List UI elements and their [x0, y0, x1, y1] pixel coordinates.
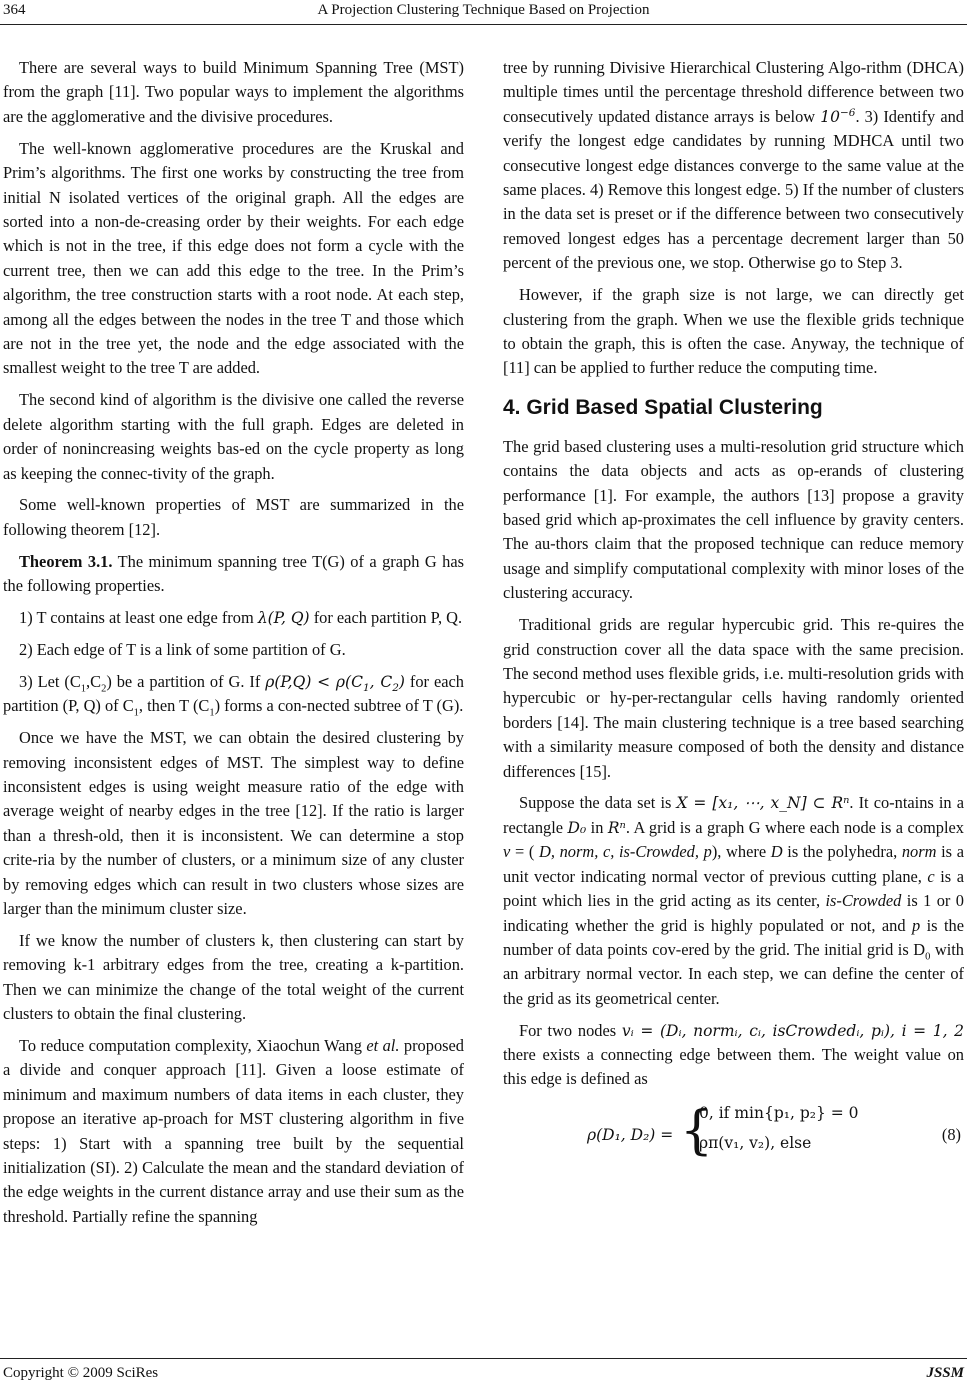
- math-part: ρ(P,Q) < ρ(C: [265, 672, 363, 691]
- subscript: 1: [362, 681, 370, 694]
- item-text: for each partition (P, Q) of C: [3, 671, 464, 716]
- subscript: 0: [925, 951, 931, 963]
- brace-icon: {: [680, 1101, 714, 1162]
- math-var: c: [927, 866, 935, 886]
- paragraph: The grid based clustering uses a multi-resolution grid structure which contains the data objects and acts as op-erands of clustering performance [1]. For example, the authors [13] propose a gravity based grid which ap-proximates the cell influence by gravity centers. The au-thors claim that the proposed technique can reduce memory usage and simplify computational complexity with minor loses of the clustering accuracy.: [503, 436, 964, 603]
- paragraph: [3, 1034, 464, 1229]
- subscript: 1: [209, 707, 215, 719]
- equation-lhs: ρ(D₁, D₂) =: [587, 1126, 674, 1145]
- paragraph-text: = (: [510, 842, 539, 862]
- theorem-item-3: [3, 670, 464, 719]
- subscript: 2: [392, 681, 399, 694]
- math-var: norm: [901, 842, 937, 862]
- paragraph: [503, 791, 964, 1011]
- paragraph-text: ), where: [711, 842, 771, 862]
- item-text: ) forms a con-nected subtree of T (G).: [214, 696, 464, 716]
- paragraph: The second kind of algorithm is the divisive one called the reverse delete algorithm starting with the full graph. Edges are deleted in order of nonincreasing weights bas-ed on the cycle property as long as keeping the connec-tivity of the graph.: [3, 390, 464, 483]
- theorem-label: Theorem 3.1.: [19, 551, 113, 571]
- right-column: [503, 56, 964, 1169]
- paragraph-text: in: [586, 817, 608, 837]
- paragraph-text: Suppose the data set is: [519, 793, 677, 813]
- paragraph: [503, 56, 964, 276]
- math-dataset: X = [x₁, ⋯, x_N] ⊂ Rⁿ: [676, 794, 850, 813]
- paragraph: Once we have the MST, we can obtain the desired clustering by removing inconsistent edges of MST. The simplest way to define inconsistent edges is using weight measure ratio of the edge with average weight of nearby edges in the tree [12]. If the ratio is larger than a thresh-old, then it is inconsistent. We can determine a stop crite-ria by the number of clusters, or a minimum size of any cluster by removing edges which can result in two clusters whose sizes are larger than the minimum cluster size.: [3, 728, 464, 918]
- theorem-item-1: [3, 606, 464, 630]
- paragraph: There are several ways to build Minimum Spanning Tree (MST) from the graph [11]. Two popular ways to implement the algorithms are the agglomerative and the divisive procedures.: [3, 58, 464, 126]
- equation-case-2: ρπ(v₁, v₂), else: [699, 1134, 812, 1153]
- paragraph-text: To reduce computation complexity, Xiaochun Wang: [19, 1036, 367, 1056]
- paragraph: However, if the graph size is not large, we can directly get clustering from the graph. When we use the flexible grids technique to obtain the graph, this is often the case. Anyway, the technique of [11] can be applied to further reduce the computing time.: [503, 285, 964, 378]
- math-var: D, norm, c, is-Crowded, p: [538, 842, 712, 862]
- math-threshold: [820, 108, 855, 126]
- math-part: , C: [369, 672, 393, 691]
- math-lambda: λ(P, Q): [257, 609, 310, 628]
- running-title: A Projection Clustering Technique Based on Projection: [317, 2, 650, 18]
- math-var: p: [911, 915, 921, 935]
- math-part: ): [398, 672, 405, 691]
- page-header: [0, 0, 967, 25]
- subscript: 1: [80, 683, 87, 695]
- paragraph-text: . 3) Identify and verify the longest edge candidates by running MDHCA until two consecutive longest edge distances converge to the same value at the same places. 4) Remove this longest edge. 5) If the number of clusters in the data set is preset or if the difference between two consecutively removed longest edges has a percentage decrement larger than 50 percent of the previous one, we stop. Otherwise go to Step 3.: [503, 106, 964, 273]
- item-text: 3) Let (C: [19, 671, 81, 691]
- et-al: et al.: [366, 1036, 400, 1056]
- journal-name: JSSM: [926, 1365, 964, 1381]
- math-var: is-Crowded: [825, 891, 902, 911]
- item-text: ,C: [86, 671, 102, 691]
- copyright: Copyright © 2009 SciRes: [3, 1365, 159, 1381]
- left-column: [3, 56, 464, 1237]
- item-text: for each partition P, Q.: [309, 608, 463, 628]
- item-text: ) be a partition of G. If: [106, 671, 266, 691]
- theorem-text: The minimum spanning tree T(G) of a graph G has the following properties.: [3, 551, 465, 596]
- paragraph-text: For two nodes: [519, 1020, 622, 1040]
- paragraph: Some well-known properties of MST are summarized in the following theorem [12].: [3, 495, 464, 539]
- item-text: 1) T contains at least one edge from: [19, 608, 258, 628]
- paragraph-text: . A grid is a graph G where each node is a complex: [625, 817, 964, 837]
- math-var: D: [770, 842, 783, 862]
- theorem: [3, 550, 464, 599]
- paragraph: [503, 1019, 964, 1092]
- equation-8: [503, 1099, 964, 1169]
- paragraph-text: is the number of data points cov-ered by the grid. The initial grid is D: [503, 915, 965, 959]
- subscript: 1: [133, 707, 139, 719]
- page-footer: [0, 1358, 967, 1387]
- paragraph: Traditional grids are regular hypercubic grid. This re-quires the grid construction cover all the data space with the same precision. The second method uses flexible grids, i.e. multi-resolution grids with hypercubic or hy-per-rectangular cells having randomly oriented borders [14]. The main clustering technique is a tree based searching with a similarity measure composed of both the density and distance differences [15].: [503, 615, 964, 781]
- paragraph: The well-known agglomerative procedures are the Kruskal and Prim’s algorithms. The first one works by constructing the tree from initial N isolated vertices of the original graph. All the edges are sorted into a non-de-creasing order by their weights. For each edge which is not in the tree, if this edge does not form a cycle with the current tree, then we can add this edge to the tree. In the Prim’s algorithm, the tree construction starts with a root node. At each step, among all the edges between the nodes in the tree T and those which are not in the tree yet, the node and the edge associated with the smallest weight to the tree T are added.: [3, 138, 464, 378]
- paragraph-text: proposed a divide and conquer approach [11]. Given a loose estimate of minimum and maximum numbers of data items in each cluster, they propose an iterative ap-proach for MST clustering algorithm in five steps: 1) Start with a spanning tree built by the sequential initialization (SI). 2) Calculate the mean and the standard deviation of the edge weights in the current distance array and use their sum as the threshold. Partially refine the spanning: [3, 1036, 464, 1226]
- item-text: , then T (C: [138, 696, 210, 716]
- subscript: 2: [101, 683, 107, 695]
- math-base: 10: [820, 107, 840, 126]
- page-number: 364: [3, 2, 26, 18]
- paragraph-text: is 1 or 0 indicating whether the grid is highly populated or not, and: [503, 891, 965, 935]
- paragraph-text: tree by running Divisive Hierarchical Clustering Algo-rithm (DHCA) multiple times until the percentage threshold difference between two consecutively updated distance arrays is below: [503, 58, 964, 126]
- paragraph-text: with an arbitrary normal vector. In each step, we can define the center of the grid as its geometrical center.: [503, 939, 964, 1008]
- paragraph-text: is the polyhedra,: [782, 842, 902, 862]
- paragraph-text: there exists a connecting edge between them. The weight value on this edge is defined as: [503, 1045, 964, 1089]
- paragraph-text: is a point which lies in the grid acting as its center,: [503, 866, 964, 911]
- math-var: v: [503, 842, 511, 862]
- paragraph-text: is a unit vector indicating normal vector of previous cutting plane,: [503, 842, 965, 886]
- equation-number: (8): [941, 1125, 961, 1145]
- equation-case-1: 0, if min{p₁, p₂} = 0: [699, 1104, 859, 1123]
- math-node-def: vᵢ = (Dᵢ, normᵢ, cᵢ, isCrowdedᵢ, pᵢ), i = 1, 2: [621, 1021, 964, 1040]
- superscript: −6: [839, 106, 856, 119]
- theorem-item-2: 2) Each edge of T is a link of some partition of G.: [19, 639, 346, 659]
- math-space: Rⁿ: [607, 818, 626, 837]
- math-rectangle: D₀: [567, 818, 587, 837]
- section-heading: 4. Grid Based Spatial Clustering: [503, 395, 823, 419]
- paragraph-text: . It co-ntains in a rectangle: [503, 793, 964, 837]
- paragraph: If we know the number of clusters k, then clustering can start by removing k-1 arbitrary edges from the tree, creating a k-partition. Then we can minimize the change of the total weight of the current clusters to obtain the final clustering.: [3, 930, 464, 1024]
- math-rho: [265, 672, 405, 694]
